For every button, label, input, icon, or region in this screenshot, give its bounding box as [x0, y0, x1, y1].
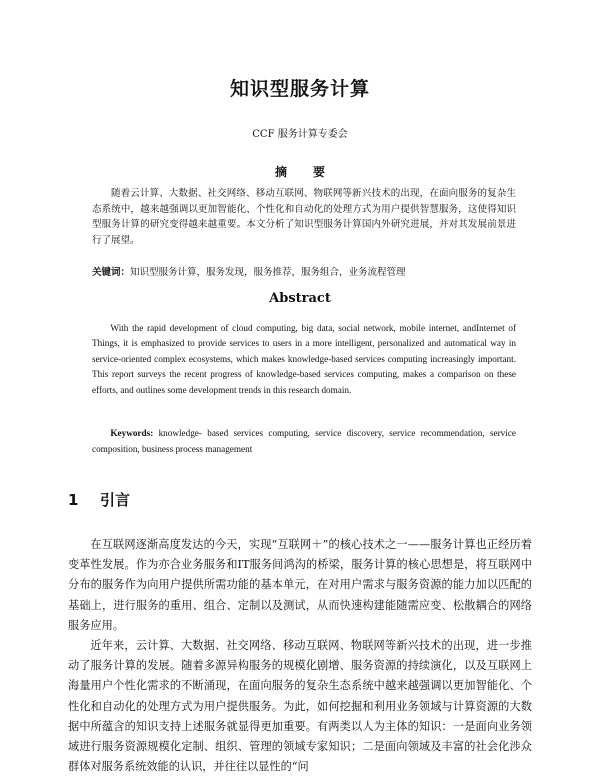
keywords-en [92, 425, 516, 457]
abstract-cn-body: 随着云计算、大数据、社交网络、移动互联网、物联网等新兴技术的出现，在面向服务的复杂生态系统中，越来越强调以更加智能化、个性化和自动化的处理方式为用户提供智慧服务，这使得知识型服务计算的研究变得越来越重要。本文分析了知识型服务计算国内外研究进展，并对其发展前景进行了展望。 [92, 188, 516, 246]
abstract-cn-heading: 摘要 [274, 165, 351, 179]
keywords-cn-label: 关键词： [92, 267, 131, 278]
keywords-cn [92, 265, 516, 280]
paragraph-1: 在互联网逐渐高度发达的今天，实现“互联网＋”的核心技术之一——服务计算也正经历着变革性发展。作为亦合业务服务和IT服务间鸿沟的桥梁，服务计算的核心思想是，将互联网中分布的服务作为向用户提供所需功能的基本单元，在对用户需求与服务资源的能力加以匹配的基础上，进行服务的重用、组合、定制以及测试，从而快速构建能随需应变、松散耦合的网络服务应用。 [68, 538, 532, 632]
section-number: 1 [68, 491, 79, 509]
section-title: 引言 [100, 491, 131, 509]
abstract-en-heading: Abstract [269, 291, 331, 306]
keywords-en-label: Keywords: [110, 428, 154, 438]
author-line: CCF 服务计算专委会 [252, 129, 348, 140]
keywords-en-text: knowledge- based services computing, service discovery, service recommendation, service composition, business process management [92, 428, 516, 454]
keywords-cn-text: 知识型服务计算，服务发现，服务推荐，服务组合，业务流程管理 [130, 267, 406, 278]
paper-title: 知识型服务计算 [229, 78, 370, 100]
section-heading [68, 489, 130, 510]
paragraph-2: 近年来，云计算、大数据、社交网络、移动互联网、物联网等新兴技术的出现，进一步推动了服务计算的发展。随着多源异构服务的规模化剧增、服务资源的持续演化，以及互联网上海量用户个性化需求的不断涌现，在面向服务的复杂生态系统中越来越强调以更加智能化、个性化和自动化的处理方式为用户提供服务。为此，如何挖掘和利用业务领域与计算资源的大数据中所蕴含的知识支持上述服务就显得更加重要。有两类以人为主体的知识：一是面向业务领域进行服务资源规模化定制、组织、管理的领域专家知识；二是面向领域及丰富的社会化渉众群体对服务系统效能的认识，并往往以显性的“问 [68, 639, 532, 774]
section-body [68, 535, 532, 777]
abstract-en-body: With the rapid development of cloud computing, big data, social network, mobile internet, andInternet of Things, it is emphasized to provide services to users in a more intelligent, personalized and automatical way in service-oriented complex ecosystems, which makes knowledge-based services computing increasingly important. This report surveys the recent progress of knowledge-based services computing, makes a comparison on these efforts, and outlines some development trends in this research domain. [92, 323, 516, 395]
